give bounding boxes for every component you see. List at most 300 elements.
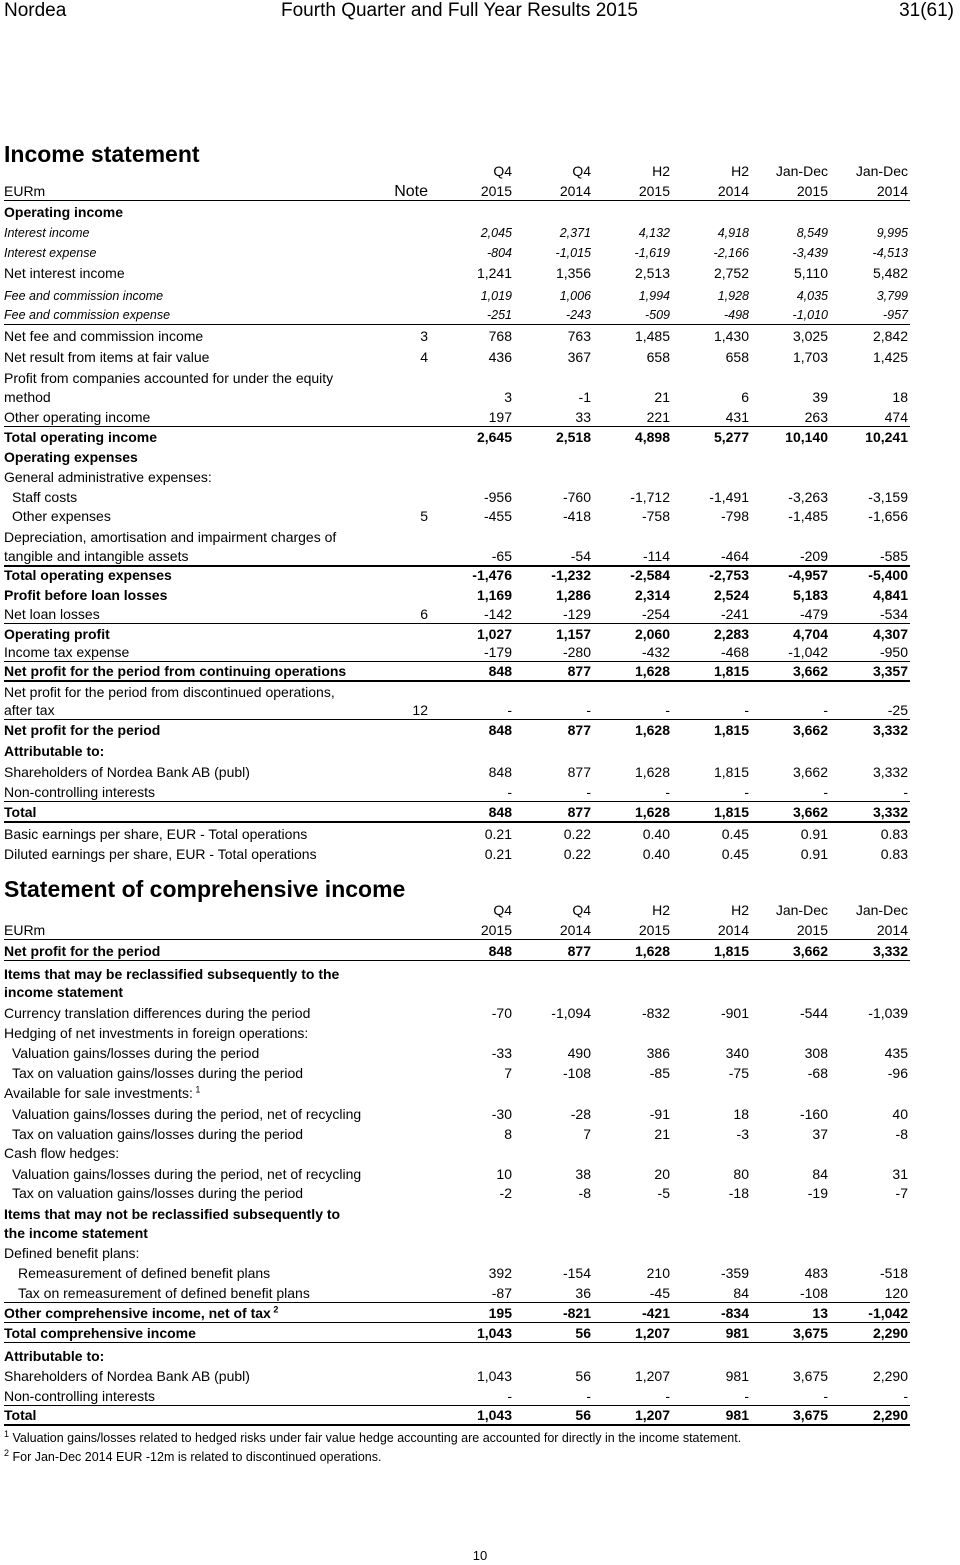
value-cell: 0.22 — [563, 846, 591, 862]
value-cell: -1,619 — [634, 246, 670, 260]
table-row — [4, 843, 910, 863]
value-cell: -179 — [483, 644, 512, 660]
value-cell: 4,307 — [872, 626, 908, 642]
value-cell: -8 — [578, 1185, 591, 1201]
value-cell: 848 — [488, 804, 512, 820]
value-cell: 1,430 — [713, 328, 749, 344]
value-cell: -1,094 — [551, 1005, 591, 1021]
value-cell: -5,400 — [868, 567, 908, 583]
value-cell: -25 — [887, 702, 908, 718]
value-cell: 1,356 — [555, 265, 591, 281]
value-cell: 763 — [567, 328, 591, 344]
value-cell: 2,513 — [634, 265, 670, 281]
value-cell: -1 — [578, 389, 591, 405]
value-cell: 36 — [575, 1285, 591, 1301]
footnote-1: $^1$ Valuation gains/losses related to hedged risks under fair value hedge accounting are accounted for directly in the income statement. — [4, 1428, 742, 1445]
value-cell: 3,662 — [792, 943, 828, 959]
value-cell: -142 — [483, 606, 512, 622]
column-period: H2 — [731, 163, 749, 179]
column-year: 2014 — [876, 183, 908, 199]
value-cell: 1,169 — [476, 587, 512, 603]
value-cell: 3,662 — [792, 764, 828, 780]
table-row — [4, 466, 910, 486]
value-cell: -2,584 — [630, 567, 670, 583]
table-row — [4, 1322, 910, 1343]
column-period: H2 — [652, 163, 670, 179]
row-label: Tax on valuation gains/losses during the period — [12, 1126, 304, 1142]
value-cell: 3,332 — [872, 722, 908, 738]
row-label: income statement — [4, 984, 124, 1000]
column-year: 2015 — [638, 183, 670, 199]
value-cell: 5,277 — [713, 429, 749, 445]
value-cell: -758 — [641, 508, 670, 524]
value-cell: 84 — [733, 1285, 749, 1301]
value-cell: 2,283 — [713, 626, 749, 642]
row-label: General administrative expenses: — [4, 469, 212, 485]
value-cell: 1,425 — [872, 349, 908, 365]
row-label: Valuation gains/losses during the period, net of recycling — [12, 1166, 362, 1182]
column-year: 2014 — [717, 183, 749, 199]
table-row — [4, 1103, 910, 1123]
value-cell: 0.83 — [880, 846, 908, 862]
row-label: Net profit for the period — [4, 943, 161, 959]
value-cell: 1,815 — [713, 663, 749, 679]
row-label: Interest expense — [4, 246, 97, 260]
value-cell: 1,043 — [476, 1407, 512, 1423]
value-cell: 8 — [504, 1126, 512, 1142]
value-cell: 1,628 — [634, 764, 670, 780]
row-label: Operating expenses — [4, 449, 138, 465]
value-cell: -901 — [720, 1005, 749, 1021]
value-cell: -241 — [720, 606, 749, 622]
value-cell: -950 — [879, 644, 908, 660]
value-cell: -455 — [483, 508, 512, 524]
value-cell: -19 — [807, 1185, 828, 1201]
value-cell: 10,140 — [785, 429, 828, 445]
value-cell: -1,491 — [709, 489, 749, 505]
value-cell: - — [586, 784, 591, 800]
value-cell: 1,207 — [634, 1368, 670, 1384]
value-cell: 5,482 — [872, 265, 908, 281]
column-year: 2014 — [876, 922, 908, 938]
value-cell: -1,039 — [868, 1005, 908, 1021]
row-label: after tax — [4, 702, 55, 718]
value-cell: 2,518 — [555, 429, 591, 445]
table-row — [4, 781, 910, 802]
table-row — [4, 623, 910, 643]
table-row — [4, 1203, 910, 1223]
row-label: Total — [4, 1407, 37, 1423]
comprehensive-income-title: Statement of comprehensive income — [4, 876, 406, 902]
column-header-bottom — [4, 919, 910, 940]
value-cell: 474 — [884, 409, 908, 425]
table-row — [4, 660, 910, 682]
table-row — [4, 699, 910, 720]
column-period: Jan-Dec — [775, 163, 828, 179]
value-cell: 37 — [812, 1126, 828, 1142]
table-row — [4, 1282, 910, 1303]
value-cell: 877 — [567, 804, 591, 820]
value-cell: 18 — [892, 389, 908, 405]
row-note: 12 — [412, 702, 428, 718]
value-cell: 2,842 — [872, 328, 908, 344]
value-cell: 1,019 — [480, 289, 512, 303]
value-cell: 0.91 — [800, 846, 828, 862]
row-label: Shareholders of Nordea Bank AB (publ) — [4, 1368, 250, 1384]
table-row — [4, 367, 910, 387]
value-cell: 0.40 — [642, 846, 670, 862]
row-label: Tax on remeasurement of defined benefit plans — [18, 1285, 310, 1301]
row-label: Staff costs — [12, 489, 78, 505]
value-cell: 195 — [488, 1305, 512, 1321]
value-cell: 31 — [892, 1166, 908, 1182]
table-row — [4, 386, 910, 406]
value-cell: 981 — [725, 1368, 749, 1384]
value-cell: 1,815 — [713, 764, 749, 780]
value-cell: 33 — [575, 409, 591, 425]
value-cell: -91 — [649, 1106, 670, 1122]
row-label: Basic earnings per share, EUR - Total operations — [4, 826, 308, 842]
value-cell: 848 — [488, 943, 512, 959]
value-cell: 210 — [646, 1265, 670, 1281]
value-cell: 56 — [575, 1368, 591, 1384]
column-year: 2014 — [559, 922, 591, 938]
row-note: 4 — [420, 349, 428, 365]
value-cell: 3,662 — [792, 663, 828, 679]
value-cell: 21 — [654, 389, 670, 405]
column-period: Q4 — [493, 163, 512, 179]
table-row — [4, 406, 910, 427]
value-cell: 490 — [567, 1045, 591, 1061]
row-label: Attributable to: — [4, 743, 105, 759]
table-row — [4, 584, 910, 604]
value-cell: -957 — [882, 308, 908, 322]
row-label: Net profit for the period from discontinued operations, — [4, 684, 335, 700]
table-row — [4, 1385, 910, 1406]
value-cell: 308 — [804, 1045, 828, 1061]
row-label: Net loan losses — [4, 606, 100, 622]
value-cell: 483 — [804, 1265, 828, 1281]
row-label: Interest income — [4, 226, 90, 240]
row-label: Total — [4, 804, 37, 820]
table-row — [4, 761, 910, 781]
table-row — [4, 1022, 910, 1042]
value-cell: -2 — [499, 1185, 512, 1201]
row-label: Other operating income — [4, 409, 151, 425]
value-cell: - — [903, 784, 908, 800]
table-row — [4, 641, 910, 662]
value-cell: 848 — [488, 722, 512, 738]
value-cell: 1,157 — [555, 626, 591, 642]
value-cell: 10,241 — [865, 429, 908, 445]
value-cell: 1,485 — [634, 328, 670, 344]
value-cell: -87 — [491, 1285, 512, 1301]
table-row — [4, 426, 910, 446]
value-cell: 2,752 — [713, 265, 749, 281]
value-cell: -468 — [720, 644, 749, 660]
column-period: Jan-Dec — [855, 163, 908, 179]
table-row — [4, 1123, 910, 1143]
value-cell: -821 — [562, 1305, 591, 1321]
value-cell: 3,675 — [792, 1368, 828, 1384]
value-cell: 2,314 — [634, 587, 670, 603]
value-cell: -1,485 — [788, 508, 828, 524]
column-year: 2015 — [480, 183, 512, 199]
table-row — [4, 1082, 910, 1102]
value-cell: -534 — [879, 606, 908, 622]
value-cell: 2,290 — [872, 1407, 908, 1423]
value-cell: -834 — [720, 1305, 749, 1321]
value-cell: 84 — [812, 1166, 828, 1182]
value-cell: 0.21 — [484, 826, 512, 842]
table-row — [4, 801, 910, 823]
value-cell: 1,703 — [792, 349, 828, 365]
value-cell: 877 — [567, 943, 591, 959]
value-cell: 658 — [725, 349, 749, 365]
value-cell: -5 — [657, 1185, 670, 1201]
value-cell: -280 — [562, 644, 591, 660]
value-cell: 9,995 — [876, 226, 908, 240]
value-cell: -28 — [570, 1106, 591, 1122]
row-label: Other expenses — [12, 508, 111, 524]
unit-label: EURm — [4, 183, 46, 199]
table-row — [4, 740, 910, 760]
value-cell: -2,166 — [713, 246, 749, 260]
value-cell: 56 — [575, 1325, 591, 1341]
value-cell: - — [586, 1388, 591, 1404]
value-cell: -18 — [728, 1185, 749, 1201]
row-label: Profit from companies accounted for under the equity — [4, 370, 334, 386]
value-cell: 120 — [884, 1285, 908, 1301]
table-row — [4, 222, 910, 242]
value-cell: 263 — [804, 409, 828, 425]
value-cell: -75 — [728, 1065, 749, 1081]
value-cell: 1,043 — [476, 1368, 512, 1384]
value-cell: 1,815 — [713, 804, 749, 820]
value-cell: 0.22 — [563, 826, 591, 842]
value-cell: 0.21 — [484, 846, 512, 862]
value-cell: 877 — [567, 663, 591, 679]
column-year: 2015 — [796, 922, 828, 938]
table-row — [4, 304, 910, 325]
table-row — [4, 940, 910, 961]
value-cell: 3,662 — [792, 804, 828, 820]
value-cell: 1,928 — [717, 289, 749, 303]
row-label: Fee and commission income — [4, 289, 164, 303]
value-cell: 2,290 — [872, 1368, 908, 1384]
value-cell: 4,035 — [796, 289, 828, 303]
row-label: Non-controlling interests — [4, 1388, 155, 1404]
row-label: Net profit for the period from continuing operations — [4, 663, 347, 679]
value-cell: -1,015 — [555, 246, 591, 260]
value-cell: 10 — [496, 1166, 512, 1182]
column-year: 2015 — [480, 922, 512, 938]
value-cell: -154 — [562, 1265, 591, 1281]
column-period: Jan-Dec — [775, 902, 828, 918]
value-cell: 877 — [567, 764, 591, 780]
row-label: Net result from items at fair value — [4, 349, 210, 365]
table-row — [4, 1345, 910, 1365]
value-cell: -70 — [491, 1005, 512, 1021]
row-label: Remeasurement of defined benefit plans — [18, 1265, 271, 1281]
value-cell: -108 — [562, 1065, 591, 1081]
row-note: 5 — [420, 508, 428, 524]
value-cell: 221 — [646, 409, 670, 425]
value-cell: -585 — [879, 548, 908, 564]
table-row — [4, 1142, 910, 1162]
page-header — [0, 0, 960, 22]
value-cell: 4,132 — [638, 226, 670, 240]
value-cell: 658 — [646, 349, 670, 365]
row-label: Operating income — [4, 204, 124, 220]
value-cell: -498 — [723, 308, 749, 322]
row-label: Other comprehensive income, net of tax $^2$ — [4, 1304, 279, 1321]
value-cell: 1,815 — [713, 722, 749, 738]
table-row — [4, 1002, 910, 1022]
value-cell: -418 — [562, 508, 591, 524]
value-cell: -1,476 — [472, 567, 512, 583]
value-cell: - — [744, 784, 749, 800]
column-period: Q4 — [572, 163, 591, 179]
row-label: Profit before loan losses — [4, 587, 168, 603]
table-row — [4, 823, 910, 843]
value-cell: 1,815 — [713, 943, 749, 959]
value-cell: 18 — [733, 1106, 749, 1122]
value-cell: 877 — [567, 722, 591, 738]
table-row — [4, 446, 910, 466]
value-cell: 1,207 — [634, 1407, 670, 1423]
value-cell: 340 — [725, 1045, 749, 1061]
table-row — [4, 1222, 910, 1242]
value-cell: 848 — [488, 764, 512, 780]
row-note: 3 — [420, 328, 428, 344]
column-year: 2014 — [717, 922, 749, 938]
table-row — [4, 963, 910, 983]
value-cell: 1,628 — [634, 663, 670, 679]
table-row — [4, 1163, 910, 1183]
value-cell: -1,042 — [868, 1305, 908, 1321]
row-label: Tax on valuation gains/losses during the period — [12, 1065, 304, 1081]
value-cell: 1,006 — [559, 289, 591, 303]
table-row — [4, 242, 910, 262]
row-label: Fee and commission expense — [4, 308, 171, 322]
value-cell: 3,332 — [872, 764, 908, 780]
value-cell: - — [744, 702, 749, 718]
note-header: Note — [394, 183, 428, 200]
value-cell: -2,753 — [709, 567, 749, 583]
column-header-top — [4, 160, 910, 180]
value-cell: 4,704 — [792, 626, 828, 642]
value-cell: 2,371 — [559, 226, 591, 240]
row-label: Items that may be reclassified subsequently to the — [4, 966, 340, 982]
value-cell: - — [823, 702, 828, 718]
value-cell: - — [665, 1388, 670, 1404]
table-row — [4, 719, 910, 739]
value-cell: 3,662 — [792, 722, 828, 738]
row-label: Items that may not be reclassified subsequently to — [4, 1206, 341, 1222]
value-cell: 1,628 — [634, 804, 670, 820]
row-label: Total comprehensive income — [4, 1325, 196, 1341]
income-statement-title: Income statement — [4, 141, 200, 167]
value-cell: 392 — [488, 1265, 512, 1281]
value-cell: -479 — [799, 606, 828, 622]
row-note: 6 — [420, 606, 428, 622]
column-year: 2015 — [638, 922, 670, 938]
value-cell: 2,290 — [872, 1325, 908, 1341]
value-cell: 2,645 — [476, 429, 512, 445]
table-row — [4, 201, 910, 221]
footnote-2: $^2$ For Jan-Dec 2014 EUR -12m is related to discontinued operations. — [4, 1447, 382, 1464]
value-cell: 4,918 — [717, 226, 749, 240]
company-name: Nordea — [4, 0, 67, 21]
value-cell: -251 — [486, 308, 512, 322]
table-row — [4, 603, 910, 624]
row-label: Attributable to: — [4, 1348, 105, 1364]
row-label: tangible and intangible assets — [4, 548, 189, 564]
value-cell: 367 — [567, 349, 591, 365]
column-header-top — [4, 899, 910, 919]
value-cell: 431 — [725, 409, 749, 425]
column-period: Q4 — [493, 902, 512, 918]
value-cell: -8 — [895, 1126, 908, 1142]
value-cell: 3,799 — [876, 289, 908, 303]
value-cell: 1,286 — [555, 587, 591, 603]
page-number: 10 — [472, 1548, 488, 1563]
value-cell: 3,025 — [792, 328, 828, 344]
row-label: Shareholders of Nordea Bank AB (publ) — [4, 764, 250, 780]
value-cell: -7 — [895, 1185, 908, 1201]
value-cell: -54 — [570, 548, 591, 564]
value-cell: 3,357 — [872, 663, 908, 679]
table-row — [4, 1182, 910, 1202]
value-cell: 4,841 — [872, 587, 908, 603]
table-row — [4, 262, 910, 282]
value-cell: - — [823, 1388, 828, 1404]
table-row — [4, 505, 910, 525]
value-cell: -1,010 — [792, 308, 828, 322]
table-row — [4, 526, 910, 546]
value-cell: -760 — [562, 489, 591, 505]
value-cell: -209 — [799, 548, 828, 564]
table-row — [4, 1262, 910, 1282]
value-cell: 435 — [884, 1045, 908, 1061]
row-label: Valuation gains/losses during the period, net of recycling — [12, 1106, 362, 1122]
value-cell: 386 — [646, 1045, 670, 1061]
value-cell: 4,898 — [634, 429, 670, 445]
row-label: Income tax expense — [4, 644, 130, 660]
value-cell: -254 — [641, 606, 670, 622]
value-cell: 20 — [654, 1166, 670, 1182]
value-cell: -68 — [807, 1065, 828, 1081]
row-label: Cash flow hedges: — [4, 1145, 120, 1161]
value-cell: -804 — [486, 246, 512, 260]
value-cell: 3,675 — [792, 1407, 828, 1423]
value-cell: -4,513 — [872, 246, 908, 260]
value-cell: 3,332 — [872, 943, 908, 959]
column-period: Q4 — [572, 902, 591, 918]
value-cell: 1,628 — [634, 722, 670, 738]
value-cell: 768 — [488, 328, 512, 344]
row-label: Net interest income — [4, 265, 125, 281]
table-row — [4, 1062, 910, 1082]
report-title: Fourth Quarter and Full Year Results 2015 — [281, 0, 638, 21]
value-cell: 1,994 — [638, 289, 670, 303]
value-cell: - — [507, 1388, 512, 1404]
value-cell: 0.83 — [880, 826, 908, 842]
value-cell: 0.91 — [800, 826, 828, 842]
value-cell: -1,042 — [788, 644, 828, 660]
value-cell: - — [665, 702, 670, 718]
